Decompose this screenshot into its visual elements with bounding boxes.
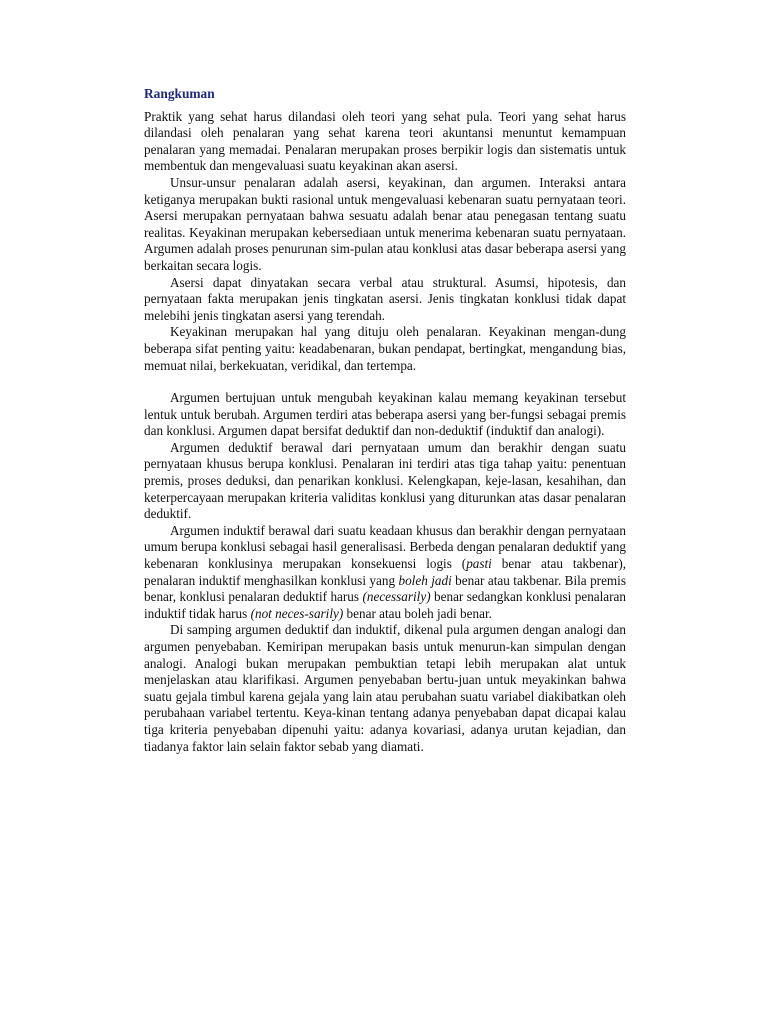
text-run: benar atau takbenar. Bila premis benar, konklusi penalaran deduktif harus	[144, 572, 626, 605]
italic-text: pasti	[466, 556, 492, 572]
italic-text: (necessarily)	[362, 589, 431, 605]
document-page	[144, 86, 626, 755]
text-run: benar atau takbenar), penalaran induktif menghasilkan konklusi yang	[144, 556, 627, 588]
italic-text: boleh jadi	[398, 572, 452, 588]
text-run: Argumen induktif berawal dari suatu keadaan khusus dan berakhir dengan pernyataan umum berupa konklusi sebagai hasil generalisasi. Berbeda dengan penalaran deduktif yang kebenaran konklusinya merupakan konsekuensi logis (	[144, 522, 626, 572]
text-run: benar sedangkan konklusi penalaran induktif tidak harus	[144, 589, 627, 621]
paragraph-analogi-penyebaban: Di samping argumen deduktif dan induktif, dikenal pula argumen dengan analogi dan argumen penyebaban. Kemiripan merupakan basis untuk menurun-kan simpulan dengan analogi. Analogi bukan merupakan pembuktian tetapi lebih merupakan alat untuk menjelaskan atau klarifikasi. Argumen penyebaban bertu-juan untuk meyakinkan bahwa suatu gejala timbul karena gejala yang lain atau perubahan suatu variabel diakibatkan oleh perubahaan variabel tertentu. Keya-kinan tentang adanya penyebaban dapat dicapai kalau tiga kriteria penyebaban dipenuhi yaitu: adanya kovariasi, adanya urutan kejadian, dan tiadanya faktor lain selain faktor sebab yang diamati.	[144, 622, 626, 754]
paragraph-asersi: Asersi dapat dinyatakan secara verbal atau struktural. Asumsi, hipotesis, dan pernyataan fakta merupakan jenis tingkatan asersi. Jenis tingkatan konklusi tidak dapat melebihi jenis tingkatan asersi yang terendah.	[144, 274, 626, 323]
paragraph-gap	[144, 374, 626, 390]
paragraph-argumen-deduktif: Argumen deduktif berawal dari pernyataan umum dan berakhir dengan suatu pernyataan khusus berupa konklusi. Penalaran ini terdiri atas tiga tahap yaitu: penentuan premis, proses deduksi, dan penarikan konklusi. Kelengkapan, keje-lasan, kesahihan, dan keterpercayaan merupakan kriteria validitas konklusi yang diturunkan atas dasar penalaran deduktif.	[144, 439, 626, 522]
text-run: benar atau boleh jadi benar.	[343, 605, 492, 621]
italic-text: (not neces-sarily)	[250, 605, 344, 621]
paragraph-intro: Praktik yang sehat harus dilandasi oleh teori yang sehat pula. Teori yang sehat harus dilandasi oleh penalaran yang sehat karena teori akuntansi menuntut kemampuan penalaran yang memadai. Penalaran merupakan proses berpikir logis dan sistematis untuk membentuk dan mengevaluasi suatu keyakinan akan asersi.	[144, 108, 626, 174]
paragraph-keyakinan: Keyakinan merupakan hal yang dituju oleh penalaran. Keyakinan mengan-dung beberapa sifat penting yaitu: keadabenaran, bukan pendapat, bertingkat, mengandung bias, memuat nilai, berkekuatan, veridikal, dan tertempa.	[144, 324, 626, 373]
section-heading: Rangkuman	[144, 86, 215, 101]
paragraph-unsur-penalaran: Unsur-unsur penalaran adalah asersi, keyakinan, dan argumen. Interaksi antara ketiganya merupakan bukti rasional untuk mengevaluasi kebenaran suatu pernyataan teori. Asersi merupakan pernyataan bahwa sesuatu adalah benar atau penegasan tentang suatu realitas. Keyakinan merupakan kebersediaan untuk menerima kebenaran suatu pernyataan. Argumen adalah proses penurunan sim-pulan atau konklusi atas dasar beberapa asersi yang berkaitan secara logis.	[144, 174, 626, 273]
paragraph-argumen: Argumen bertujuan untuk mengubah keyakinan kalau memang keyakinan tersebut lentuk untuk berubah. Argumen terdiri atas beberapa asersi yang ber-fungsi sebagai premis dan konklusi. Argumen dapat bersifat deduktif dan non-deduktif (induktif dan analogi).	[144, 390, 626, 439]
paragraph-argumen-induktif	[144, 523, 626, 623]
